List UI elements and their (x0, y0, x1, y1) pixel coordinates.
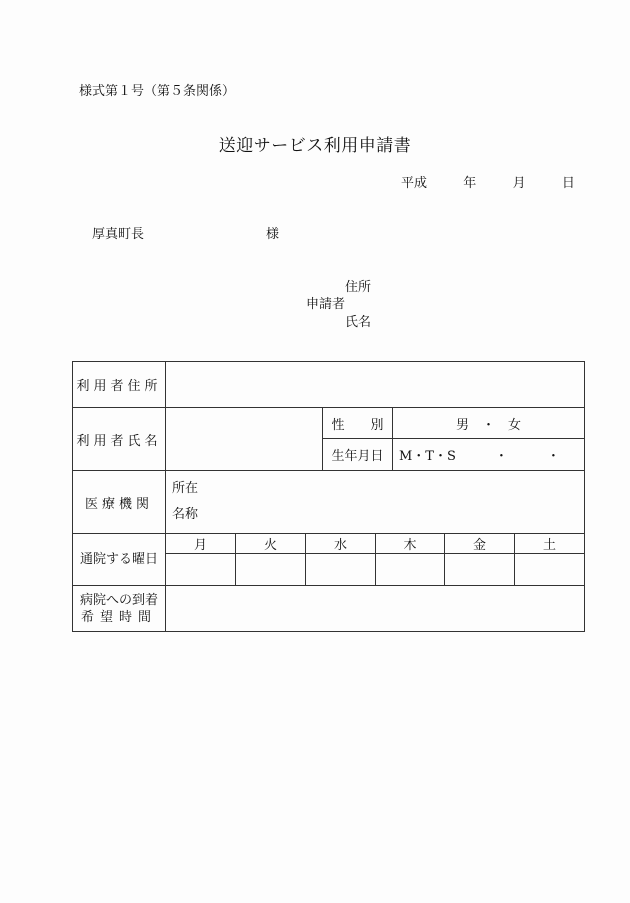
table-row (73, 534, 585, 554)
applicant-address-label: 住所 (345, 280, 372, 295)
table-row (73, 362, 585, 408)
weekday-mon: 月 (166, 534, 236, 554)
weekday-wed-cell[interactable] (306, 554, 376, 586)
user-name-field[interactable] (166, 408, 323, 471)
application-form-table (72, 361, 585, 632)
weekday-tue: 火 (236, 534, 306, 554)
medical-facility-field[interactable] (166, 471, 585, 534)
addressee-name: 厚真町長 (92, 227, 145, 242)
applicant-label: 申請者 (306, 297, 346, 312)
table-row (73, 471, 585, 534)
date-year: 年 (463, 176, 477, 191)
user-address-label: 利用者住所 (73, 362, 166, 408)
addressee (92, 223, 280, 242)
date-day: 日 (561, 176, 575, 191)
gender-label: 性 別 (323, 408, 393, 439)
birthdate-field[interactable]: M・T・S ・ ・ (393, 439, 585, 471)
weekday-wed: 水 (306, 534, 376, 554)
arrival-time-label (73, 586, 166, 632)
weekday-thu: 木 (376, 534, 445, 554)
medical-facility-label: 医療機関 (73, 471, 166, 534)
weekday-tue-cell[interactable] (236, 554, 306, 586)
date-era: 平成 (401, 176, 428, 191)
arrival-time-label-line2: 希望時間 (80, 609, 157, 625)
addressee-honorific: 様 (266, 227, 280, 242)
form-number: 様式第１号（第５条関係） (79, 84, 236, 99)
facility-location-label: 所在 (172, 481, 199, 496)
weekday-sat-cell[interactable] (515, 554, 585, 586)
date-line (401, 172, 575, 191)
weekday-fri: 金 (445, 534, 515, 554)
user-name-label: 利用者氏名 (73, 408, 166, 471)
applicant-name-label: 氏名 (345, 315, 372, 330)
facility-name-label: 名称 (172, 507, 199, 522)
arrival-time-field[interactable] (166, 586, 585, 632)
birthdate-label: 生年月日 (323, 439, 393, 471)
arrival-time-label-line1: 病院への到着 (79, 592, 158, 608)
weekday-mon-cell[interactable] (166, 554, 236, 586)
page-title: 送迎サービス利用申請書 (218, 136, 412, 156)
date-month: 月 (512, 176, 526, 191)
weekday-sat: 土 (515, 534, 585, 554)
user-address-field[interactable] (166, 362, 585, 408)
table-row (73, 586, 585, 632)
visit-days-label: 通院する曜日 (73, 534, 166, 586)
weekday-fri-cell[interactable] (445, 554, 515, 586)
weekday-thu-cell[interactable] (376, 554, 445, 586)
gender-options[interactable]: 男 ・ 女 (393, 408, 585, 439)
table-row (73, 408, 585, 439)
